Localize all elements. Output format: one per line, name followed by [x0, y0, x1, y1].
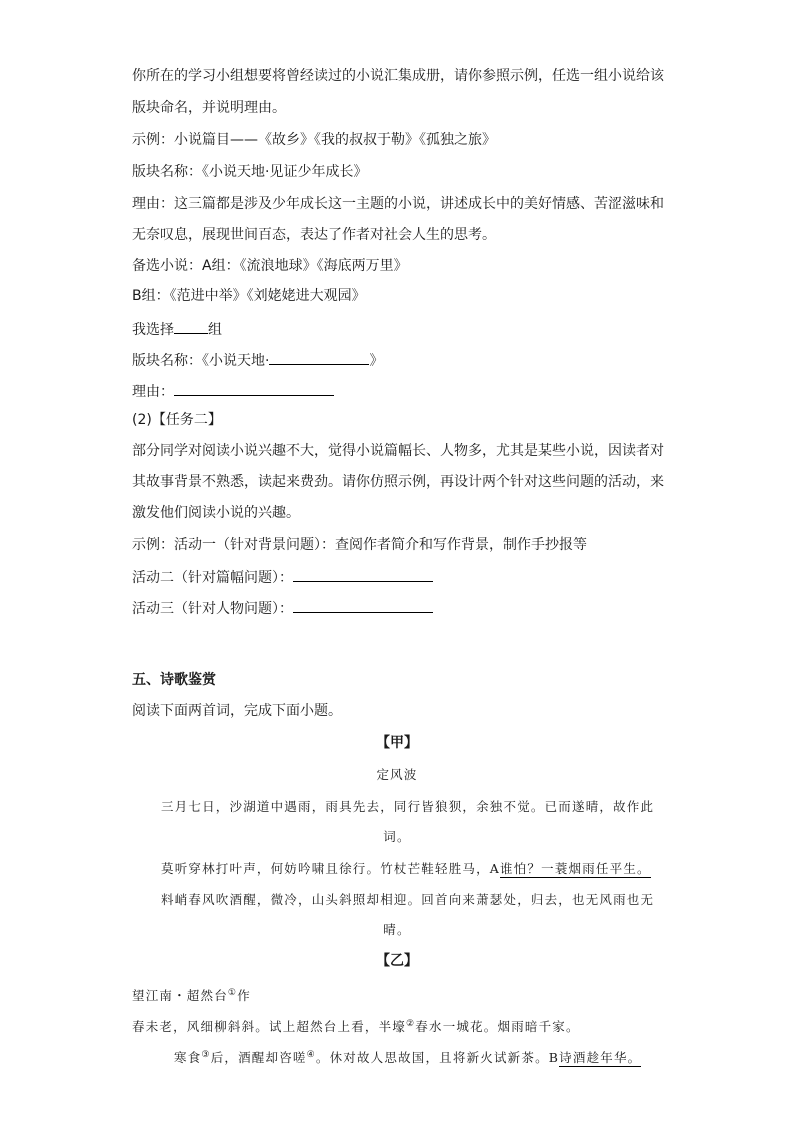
task1-name-row	[132, 349, 383, 371]
choose-prefix: 我选择	[132, 322, 174, 338]
name-blank[interactable]	[269, 349, 369, 365]
poem-jia-underlined-A: 谁怕？一蓑烟雨任平生。	[500, 861, 651, 876]
poem-yi-line-2-note1: ③	[201, 1050, 211, 1060]
poem-yi-line-2-note2: ④	[306, 1050, 316, 1060]
reason-blank[interactable]	[174, 380, 334, 396]
poem-jia-preface-2: 词。	[383, 829, 411, 844]
name-prefix: 版块名称：《小说天地·	[132, 353, 270, 369]
poem-yi-line-2a: 寒食	[174, 1050, 202, 1066]
activity3-blank[interactable]	[293, 597, 433, 613]
poem-yi-line-2c: 。休对故人思故国，且将新火试新茶。B	[315, 1050, 560, 1066]
task2-activity3-row	[132, 597, 433, 619]
task2-activity2-row	[132, 566, 433, 588]
task2-text-line1: 部分同学对阅读小说兴趣不大，觉得小说篇幅长、人物多，尤其是某些小说，因读者对	[132, 443, 664, 459]
task1-reason-row	[132, 380, 334, 402]
reason-prefix: 理由：	[132, 384, 174, 400]
section5-title: 五、诗歌鉴赏	[132, 672, 216, 688]
poem-jia-line-2: 料峭春风吹酒醒，微冷，山头斜照却相迎。回首向来萧瑟处，归去，也无风雨也无	[161, 892, 655, 907]
choose-suffix: 组	[208, 322, 222, 338]
activity2-label: 活动二（针对篇幅问题）：	[132, 570, 293, 586]
poem-yi-line-2b: 后，酒醒却咨嗟	[210, 1050, 307, 1066]
name-suffix: 》	[369, 353, 384, 369]
poem-yi-title-suffix: 作	[237, 988, 251, 1004]
poem-jia-preface-1: 三月七日，沙湖道中遇雨，雨具先去，同行皆狼狈，余独不觉。已而遂晴，故作此	[161, 799, 655, 814]
task1-reason-line1: 理由：这三篇都是涉及少年成长这一主题的小说，讲述成长中的美好情感、苦涩滋味和	[132, 196, 664, 212]
activity3-label: 活动三（针对人物问题）：	[132, 601, 293, 617]
task1-options-b: B组：《范进中举》《刘姥姥进大观园》	[132, 288, 366, 304]
task2-heading: (2)【任务二】	[132, 412, 222, 428]
task2-example: 示例：活动一（针对背景问题）：查阅作者简介和写作背景，制作手抄报等	[132, 537, 587, 553]
poem-yi-line-1a: 春未老，风细柳斜斜。试上超然台上看，半壕	[132, 1019, 407, 1035]
task1-example-name: 版块名称：《小说天地·见证少年成长》	[132, 164, 368, 180]
task1-options-a: 备选小说：A组：《流浪地球》《海底两万里》	[132, 258, 408, 274]
poem-yi-line-1b: 春水一城花。烟雨暗千家。	[415, 1019, 580, 1035]
task1-intro-line1: 你所在的学习小组想要将曾经读过的小说汇集成册，请你参照示例，任选一组小说给该	[132, 68, 664, 84]
poem-yi-line-1-note: ②	[406, 1019, 416, 1029]
poem-yi-underlined-B: 诗酒趁年华。	[559, 1050, 642, 1066]
poem-yi-title	[132, 984, 251, 1005]
poem-yi-title-note: ①	[227, 988, 238, 998]
task1-intro-line2: 版块命名，并说明理由。	[132, 100, 286, 116]
task1-reason-line2: 无奈叹息，展现世间百态，表达了作者对社会人生的思考。	[132, 227, 496, 243]
poem-jia-line-1	[161, 860, 651, 878]
task2-text-line3: 激发他们阅读小说的兴趣。	[132, 505, 300, 521]
poem-jia-line-1a: 莫听穿林打叶声，何妨吟啸且徐行。竹杖芒鞋轻胜马，A	[161, 861, 501, 876]
poem-jia-label: 【甲】	[376, 735, 418, 751]
activity2-blank[interactable]	[293, 566, 433, 582]
poem-yi-label: 【乙】	[376, 953, 418, 969]
task1-example: 示例：小说篇目——《故乡》《我的叔叔于勒》《孤独之旅》	[132, 132, 496, 148]
poem-yi-line-2	[174, 1046, 641, 1067]
poem-jia-title: 定风波	[376, 767, 418, 782]
poem-yi-line-1	[132, 1015, 580, 1036]
section5-instruction: 阅读下面两首词，完成下面小题。	[132, 703, 342, 719]
task1-choose-row	[132, 318, 222, 340]
task2-text-line2: 其故事背景不熟悉，读起来费劲。请你仿照示例，再设计两个针对这些问题的活动，来	[132, 474, 664, 490]
poem-jia-line-3: 晴。	[383, 922, 411, 937]
choose-group-blank[interactable]	[174, 318, 208, 334]
poem-yi-title-text: 望江南・超然台	[132, 988, 228, 1004]
